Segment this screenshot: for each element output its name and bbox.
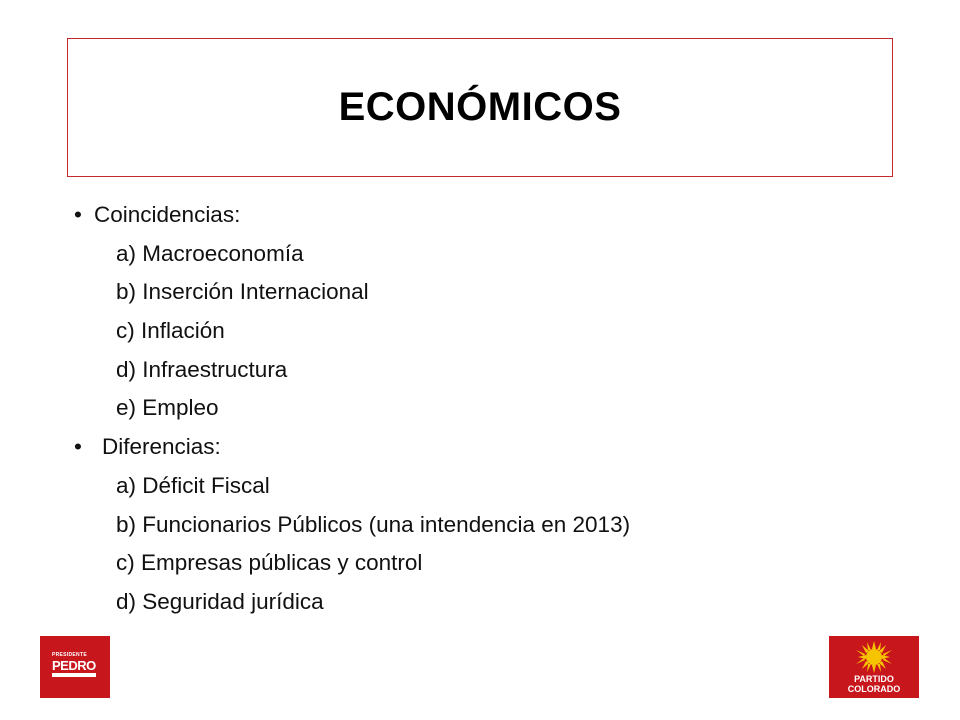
- section-heading-diferencias: [74, 428, 894, 467]
- list-item: e) Empleo: [116, 395, 219, 421]
- section-label: Coincidencias:: [94, 202, 241, 227]
- slide-title: ECONÓMICOS: [338, 85, 622, 129]
- logo-bar: [52, 673, 96, 677]
- pedro-bordaberry-logo: [40, 636, 110, 698]
- list-item: a) Déficit Fiscal: [116, 472, 270, 498]
- title-box: [67, 38, 893, 177]
- list-item: c) Inflación: [116, 318, 225, 344]
- bullet-icon: •: [74, 434, 82, 460]
- logo-line1: PARTIDO: [854, 674, 894, 684]
- section-heading-coincidencias: [74, 196, 894, 235]
- list-item: d) Seguridad jurídica: [116, 588, 324, 614]
- sun-icon: [853, 640, 895, 674]
- section-label: Diferencias:: [102, 434, 221, 460]
- partido-colorado-logo: [829, 636, 919, 698]
- list-item: c) Empresas públicas y control: [116, 550, 423, 576]
- logo-name: PEDRO: [52, 658, 96, 673]
- bullet-icon: •: [74, 202, 82, 227]
- slide-content: [74, 196, 894, 622]
- list-item: b) Inserción Internacional: [116, 279, 369, 305]
- list-item: d) Infraestructura: [116, 356, 288, 382]
- list-item: b) Funcionarios Públicos (una intendencia en 2013): [116, 511, 631, 537]
- list-item: a) Macroeconomía: [116, 240, 304, 266]
- logo-top-text: PRESIDENTE: [52, 652, 87, 658]
- logo-line2: COLORADO: [847, 684, 901, 694]
